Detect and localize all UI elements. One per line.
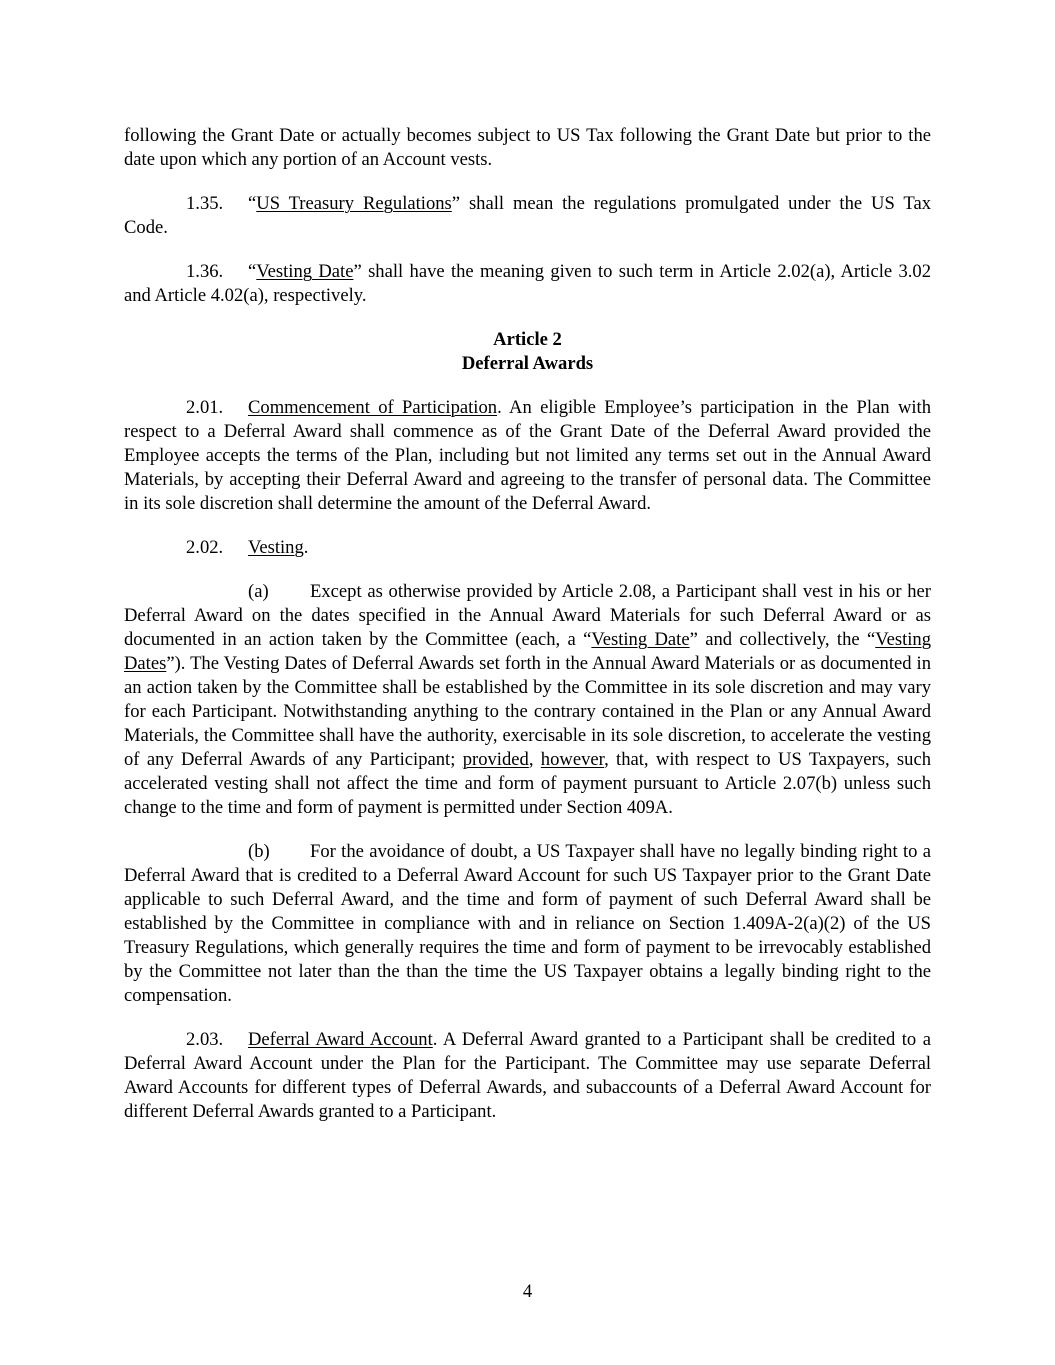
open-quote: “ [248, 193, 257, 214]
subsection-label: (a) [248, 581, 269, 602]
section-2-03 [124, 1028, 931, 1124]
document-page [124, 124, 931, 1144]
paragraph-continuation-text: following the Grant Date or actually becomes subject to US Tax following the Grant Date but prior to the date upon which any portion of an Account vests. [124, 125, 931, 170]
page-number: 4 [522, 1281, 533, 1302]
section-period: . [303, 537, 309, 558]
subsection-text: Except as otherwise provided by Article 2.08, a Participant shall vest in his or her Deferral Award on the dates specified in the Annual Award Materials for such Deferral Award or as documented in an action taken by the Committee (each, a “ [124, 581, 931, 650]
section-text: . An eligible Employee’s participation in the Plan with respect to a Deferral Award shall commence as of the Grant Date of the Deferral Award provided the Employee accepts the terms of the Plan, including but not limited any terms set out in the Annual Award Materials, by accepting their Deferral Award and agreeing to the transfer of personal data. The Committee in its sole discretion shall determine the amount of the Deferral Award. [124, 397, 932, 514]
section-2-02-a [124, 580, 931, 820]
article-heading [124, 328, 931, 376]
section-2-01 [124, 396, 931, 516]
section-2-02-b [124, 840, 931, 1008]
section-title: Deferral Award Account [248, 1029, 433, 1050]
paragraph-continuation [124, 124, 931, 172]
defined-term: Vesting Dates [124, 629, 932, 674]
subsection-text: For the avoidance of doubt, a US Taxpayer shall have no legally binding right to a Deferral Award that is credited to a Deferral Award Account for such US Taxpayer prior to the Grant Date applicable to such Deferral Award, and the time and form of payment of such Deferral Award shall be established by the Committee in compliance with and in reliance on Section 1.409A-2(a)(2) of the US Treasury Regulations, which generally requires the time and form of payment to be irrevocably established by the Committee not later than the than the time the US Taxpayer obtains a legally binding right to the compensation. [124, 841, 931, 1006]
section-text: ” shall have the meaning given to such term in Article 2.02(a), Article 3.02 and Article 4.02(a), respectively. [124, 261, 931, 306]
defined-term: US Treasury Regulations [256, 193, 452, 214]
section-text: ” shall mean the regulations promulgated under the US Tax Code. [124, 193, 932, 238]
article-number: Article 2 [493, 329, 562, 350]
defined-term: Vesting Date [256, 261, 354, 282]
subsection-label: (b) [248, 841, 270, 862]
section-number: 1.36. [186, 261, 224, 282]
section-title: Vesting [248, 537, 304, 558]
section-title: Commencement of Participation [248, 397, 498, 418]
subsection-text: ” and collectively, the “ [689, 629, 876, 650]
section-1-35 [124, 192, 931, 240]
section-number: 2.01. [186, 397, 224, 418]
section-text: . A Deferral Award granted to a Participant shall be credited to a Deferral Award Account under the Plan for the Participant. The Committee may use separate Deferral Award Accounts for different types of Deferral Awards, and subaccounts of a Deferral Award Account for different Deferral Awards granted to a Participant. [124, 1029, 931, 1122]
open-quote: “ [248, 261, 257, 282]
subsection-text: ”). The Vesting Dates of Deferral Awards set forth in the Annual Award Materials or as documented in an action taken by the Committee shall be established by the Committee in its sole discretion and may vary for each Participant. Notwithstanding anything to the contrary contained in the Plan or any Annual Award Materials, the Committee shall have the authority, exercisable in its sole discretion, to accelerate the vesting of any Deferral Awards of any Participant; [124, 653, 931, 770]
section-2-02 [124, 536, 931, 560]
section-number: 2.02. [186, 537, 224, 558]
article-title: Deferral Awards [461, 353, 594, 374]
section-1-36 [124, 260, 931, 308]
section-number: 1.35. [186, 193, 224, 214]
emphasis-term: however [540, 749, 605, 770]
emphasis-term: provided [462, 749, 529, 770]
subsection-text: , [528, 749, 541, 770]
section-number: 2.03. [186, 1029, 224, 1050]
subsection-text: , that, with respect to US Taxpayers, such accelerated vesting shall not affect the time and form of payment pursuant to Article 2.07(b) unless such change to the time and form of payment is permitted under Section 409A. [124, 749, 932, 818]
defined-term: Vesting Date [591, 629, 690, 650]
